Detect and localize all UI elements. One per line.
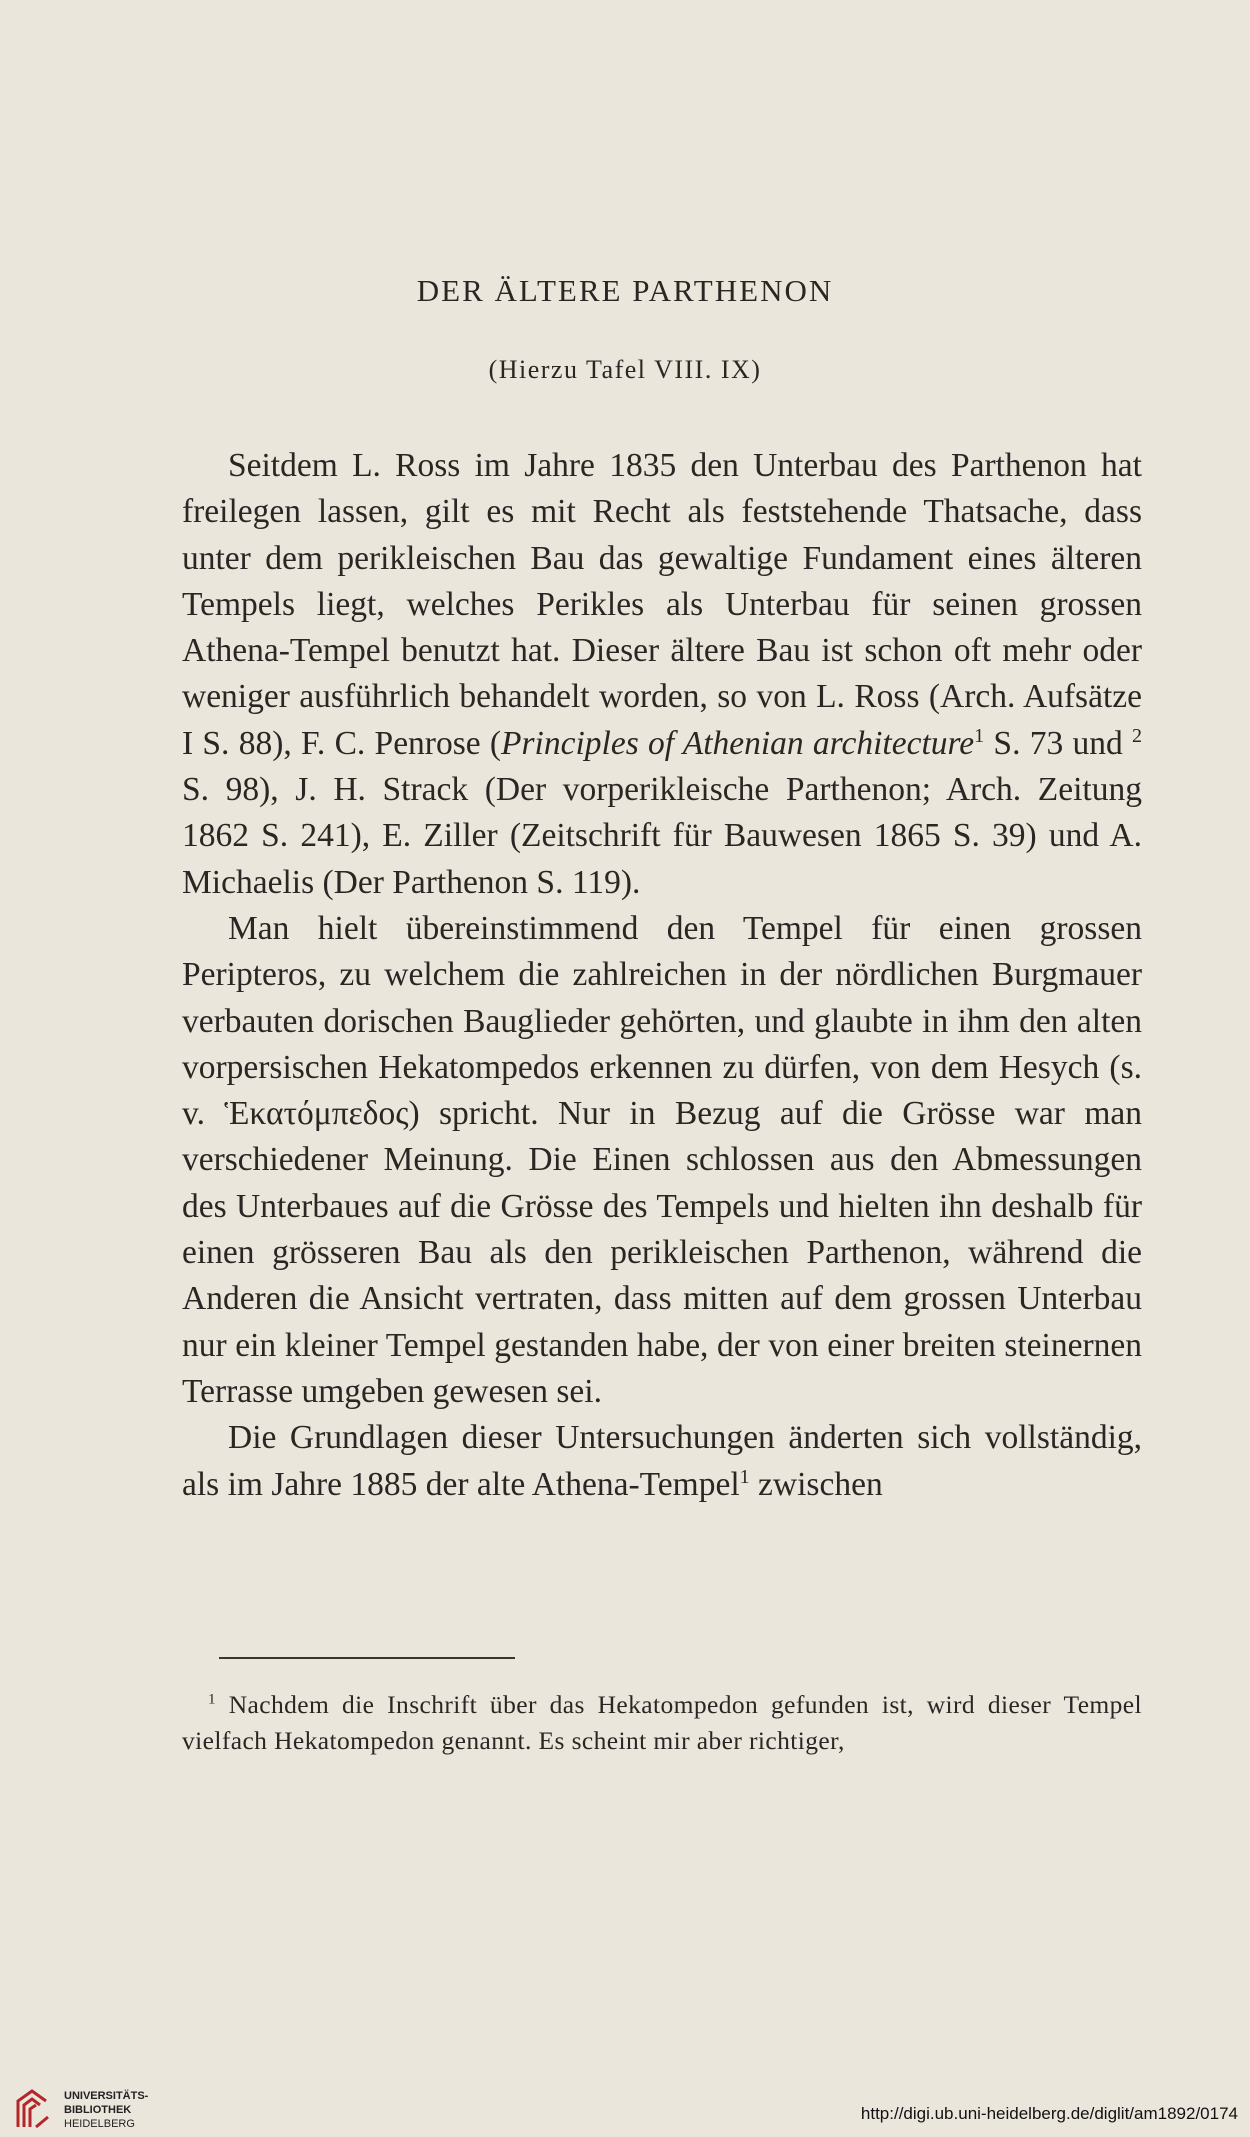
paragraph-1-text-a: Seitdem L. Ross im Jahre 1835 den Unterbau des Parthenon hat freilegen lassen, gilt es mit Recht als feststehende Thatsache, dass unter dem perikleischen Bau das gewaltige Fundament eines älteren Tempels liegt, welches Perikles als Unterbau für seinen grossen Athena-Tempel benutzt hat. Dieser ältere Bau ist schon oft mehr oder weniger ausführlich behandelt worden, so von L. Ross (Arch. Aufsätze I S. 88), F. C. Penrose ( (182, 447, 1142, 762)
library-logo (14, 2087, 164, 2133)
footnote-text: Nachdem die Inschrift über das Hekatompedon gefunden ist, wird dieser Tempel vielfach Hekatompedon genannt. Es scheint mir aber richtiger, (182, 1690, 1142, 1755)
body-text (182, 443, 1142, 1508)
logo-line-1: UNIVERSITÄTS- (64, 2090, 149, 2102)
footnote-mark: 1 (208, 1691, 216, 1708)
paragraph-3-text-a: Die Grundlagen dieser Untersuchungen änderten sich vollständig, als im Jahre 1885 der alte Athena-Tempel (182, 1419, 1142, 1503)
paragraph-1-superscript-1: 1 (974, 724, 985, 747)
paragraph-2: Man hielt übereinstimmend den Tempel für einen grossen Peripteros, zu welchem die zahlreichen in der nördlichen Burgmauer verbauten dorischen Bauglieder gehörten, und glaubte in ihm den alten vorpersischen Hekatompedos erkennen zu dürfen, von dem Hesych (s. v. Ἑκατόμπεδος) spricht. Nur in Bezug auf die Grösse war man verschiedener Meinung. Die Einen schlossen aus den Abmessungen des Unterbaues auf die Grösse des Tempels und hielten ihn deshalb für einen grösseren Bau als den perikleischen Parthenon, während die Anderen die Ansicht vertraten, dass mitten auf dem grossen Unterbau nur ein kleiner Tempel gestanden habe, der von einer breiten steinernen Terrasse umgeben gewesen sei. (182, 909, 1142, 1410)
paragraph-3 (182, 1415, 1142, 1508)
paragraph-1-superscript-2: 2 (1132, 724, 1142, 747)
footnote-reference: 1 (739, 1465, 750, 1488)
logo-line-2: BIBLIOTHEK (64, 2104, 132, 2116)
footnote (182, 1687, 1142, 1759)
paragraph-1-text-b: S. 73 und (984, 724, 1132, 762)
paragraph-1-text-c: S. 98), J. H. Strack (Der vorperikleische Parthenon; Arch. Zeitung 1862 S. 241), E. Ziller (Zeitschrift für Bauwesen 1865 S. 39) und A. Michaelis (Der Parthenon S. 119). (182, 771, 1142, 901)
library-logo-text (64, 2089, 148, 2131)
page-subtitle: (Hierzu Tafel VIII. IX) (488, 355, 762, 384)
logo-line-3: HEIDELBERG (64, 2118, 135, 2130)
paragraph-1 (182, 443, 1142, 906)
page-title: DER ÄLTERE PARTHENON (416, 273, 834, 308)
library-logo-icon (14, 2087, 54, 2131)
footnote-divider (219, 1657, 515, 1659)
paragraph-3-text-b: zwischen (749, 1465, 883, 1503)
source-url[interactable]: http://digi.ub.uni-heidelberg.de/diglit/am1892/0174 (860, 2104, 1238, 2123)
paragraph-1-book-title: Principles of Athenian architecture (501, 724, 975, 762)
